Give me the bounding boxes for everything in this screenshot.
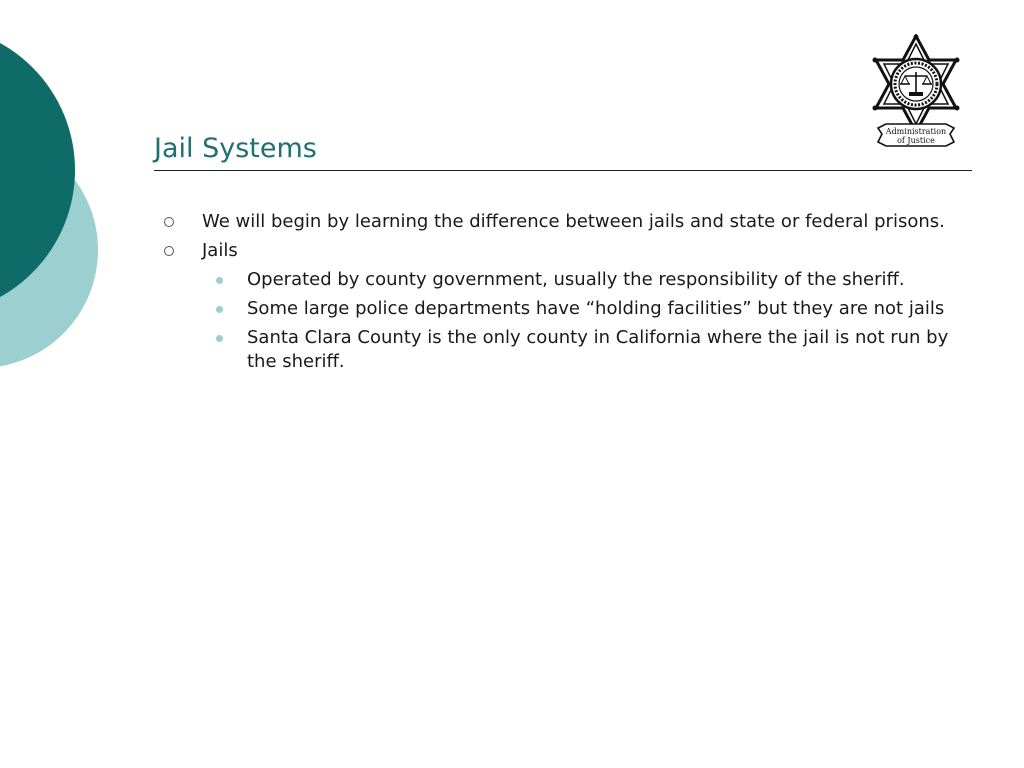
- bullet-item: [160, 239, 968, 374]
- sheriff-star-badge-icon: [864, 34, 968, 152]
- sub-bullet-item: [202, 326, 968, 374]
- decorative-circles: [0, 0, 110, 420]
- title-underline: [154, 170, 972, 171]
- bullet-list: [160, 210, 968, 379]
- sub-bullet-text: Santa Clara County is the only county in California where the jail is not run by the sheriff.: [247, 327, 949, 372]
- logo-ribbon-line2: of Justice: [897, 136, 935, 145]
- bullet-text: Jails: [202, 240, 238, 261]
- sub-bullet-item: [202, 297, 968, 321]
- sub-bullet-item: [202, 268, 968, 292]
- hollow-circle-bullet-icon: [164, 246, 174, 256]
- slide-title: Jail Systems: [154, 133, 317, 164]
- sub-bullet-text: Some large police departments have “holding facilities” but they are not jails: [247, 298, 945, 319]
- filled-dot-bullet-icon: [216, 277, 223, 284]
- logo-ribbon-line1: Administration: [885, 127, 947, 136]
- sub-bullet-list: [202, 268, 968, 374]
- filled-dot-bullet-icon: [216, 306, 223, 313]
- sub-bullet-text: Operated by county government, usually the responsibility of the sheriff.: [247, 269, 905, 290]
- hollow-circle-bullet-icon: [164, 217, 174, 227]
- bullet-item: [160, 210, 968, 234]
- bullet-text: We will begin by learning the difference between jails and state or federal prisons.: [202, 211, 945, 232]
- filled-dot-bullet-icon: [216, 335, 223, 342]
